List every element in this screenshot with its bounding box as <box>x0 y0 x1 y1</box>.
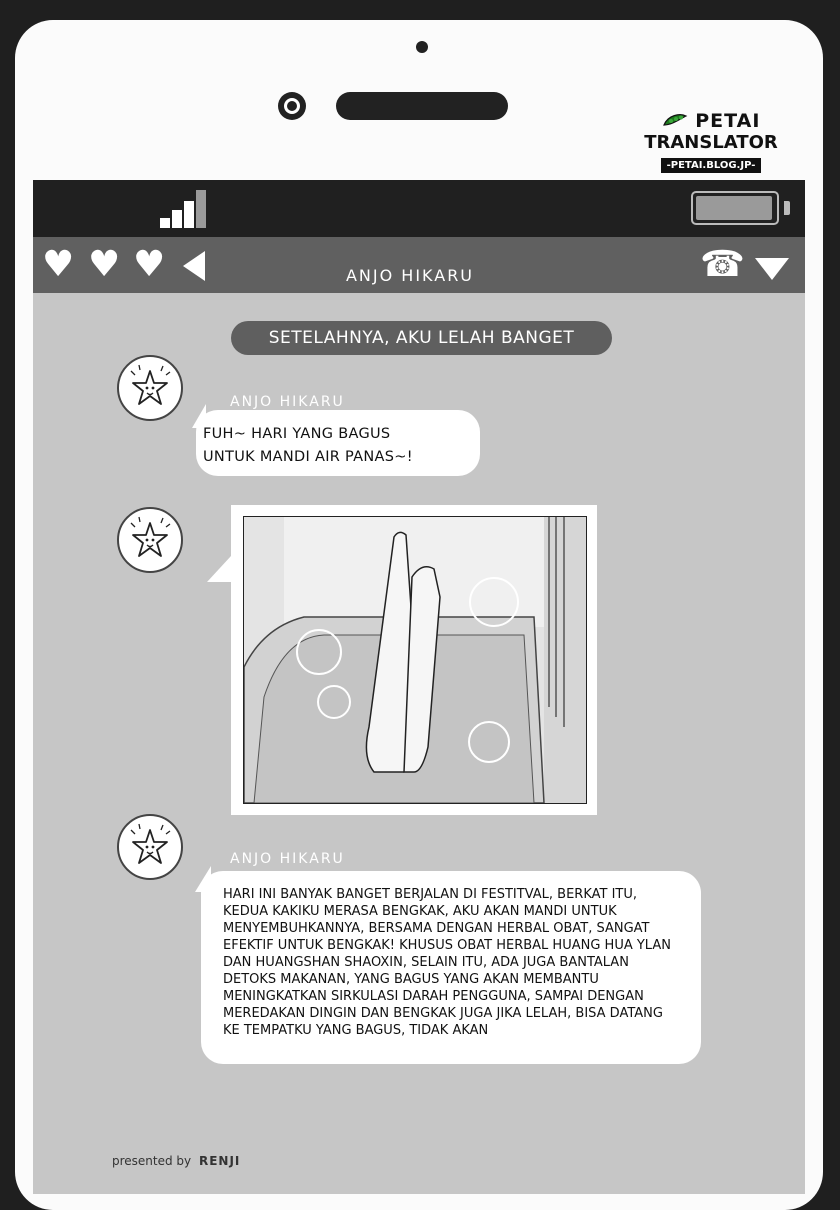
watermark-line2: TRANSLATOR <box>644 132 778 153</box>
translator-watermark <box>636 110 786 173</box>
bathtub-illustration <box>244 517 586 803</box>
date-separator: SETELAHNYA, AKU LELAH BANGET <box>231 321 612 355</box>
message-sender: ANJO HIKARU <box>230 851 345 867</box>
dropdown-arrow-icon[interactable] <box>755 258 789 280</box>
avatar[interactable] <box>117 814 183 880</box>
watermark-url: -PETAI.BLOG.JP- <box>661 158 762 173</box>
message-bubble: HARI INI BANYAK BANGET BERJALAN DI FESTITVAL, BERKAT ITU, KEDUA KAKIKU MERASA BENGKAK, AKU AKAN MANDI UNTUK MENYEMBUHKANNYA, BERSAMA DENGAN HERBAL OBAT, SANGAT EFEKTIF UNTUK BENGKAK! KHUSUS OBAT HERBAL HUANG HUA YLAN DAN HUANGSHAN SHAOXIN, SELAIN ITU, ADA JUGA BANTALAN DETOKS MAKANAN, YANG BAGUS YANG AKAN MEMBANTU MENINGKATKAN SIRKULASI DARAH PENGGUNA, SAMPAI DENGAN MEREDAKAN DINGIN DAN BENGKAK JUGA JIKA LELAH, BISA DATANG KE TEMPATKU YANG BAGUS, TIDAK AKAN <box>201 871 701 1064</box>
bathtub-photo[interactable] <box>243 516 587 804</box>
credit-name: RENJI <box>198 1154 241 1168</box>
heart-icon: ♥ <box>88 244 121 285</box>
phone-call-icon[interactable]: ☎ <box>700 244 745 285</box>
earpiece-speaker <box>336 92 508 120</box>
contact-name: ANJO HIKARU <box>345 266 475 285</box>
message-bubble <box>196 410 480 476</box>
star-face-icon <box>119 509 181 571</box>
message-text-line: UNTUK MANDI AIR PANAS~! <box>203 449 413 465</box>
watermark-line1: PETAI <box>636 110 786 132</box>
status-bar <box>33 180 805 237</box>
heart-icon: ♥ <box>133 244 166 285</box>
battery-tip <box>784 201 790 215</box>
pea-pod-icon <box>662 113 688 129</box>
signal-bars-icon <box>160 190 206 228</box>
message-sender: ANJO HIKARU <box>230 394 345 410</box>
avatar[interactable] <box>117 507 183 573</box>
avatar[interactable] <box>117 355 183 421</box>
credit-line <box>112 1154 240 1168</box>
bubble-tail <box>207 556 231 582</box>
back-arrow-icon[interactable] <box>183 251 205 281</box>
star-face-icon <box>119 357 181 419</box>
heart-icon: ♥ <box>42 244 75 285</box>
message-text-line: FUH~ HARI YANG BAGUS <box>203 426 391 442</box>
star-face-icon <box>119 816 181 878</box>
front-camera <box>416 41 428 53</box>
battery-icon <box>691 191 779 225</box>
credit-label: presented by <box>112 1154 192 1168</box>
camera-lens-icon <box>278 92 306 120</box>
battery-level <box>696 196 772 220</box>
